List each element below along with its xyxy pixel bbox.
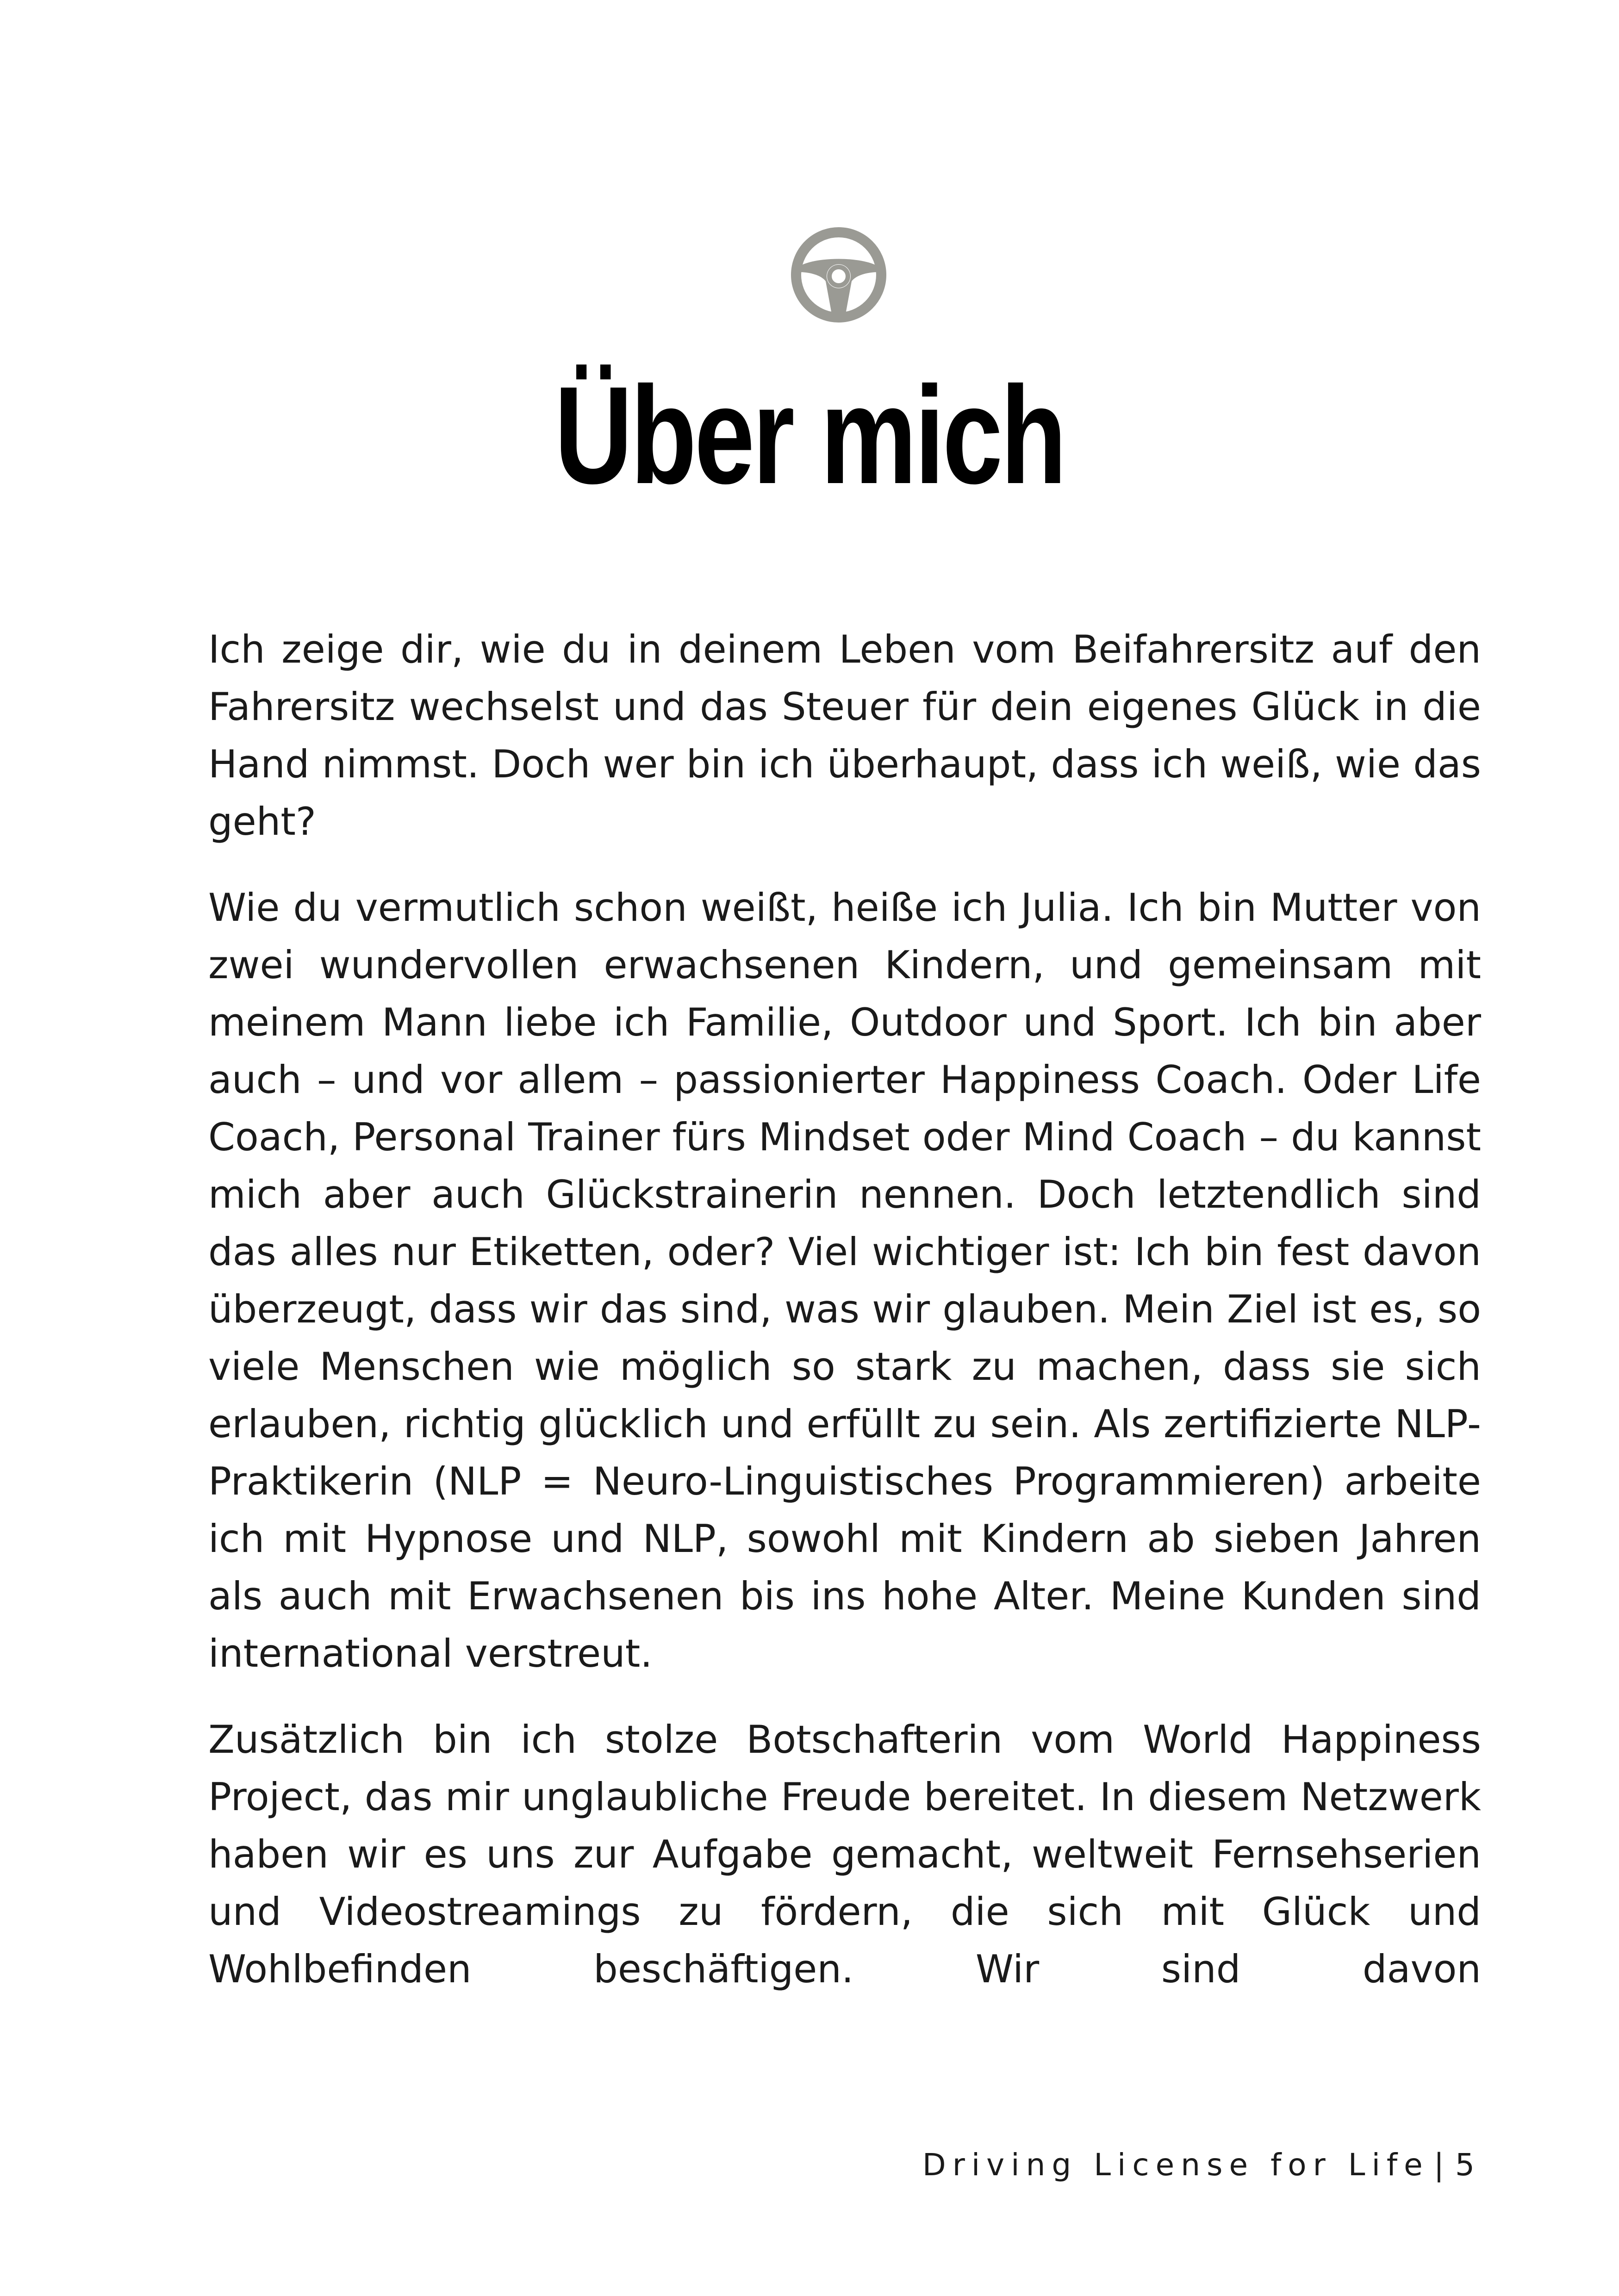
paragraph-intro: Ich zeige dir, wie du in deinem Leben vom Beifahrersitz auf den Fahrersitz wechselst und das Steuer für dein eigenes Glück in die Hand nimmst. Doch wer bin ich überhaupt, dass ich weiß, wie das geht? — [208, 627, 1481, 844]
steering-wheel-icon — [788, 224, 890, 326]
paragraph-world-happiness-project: Zusätzlich bin ich stolze Botschafterin vom World Happiness Project, das mir unglaubliche Freude bereitet. In diesem Netzwerk haben wir es uns zur Aufgabe gemacht, weltweit Fernsehserien und Videostreamings zu fördern, die sich mit Glück und Wohlbefinden beschäftigen. Wir sind davon — [208, 1717, 1481, 1992]
page-footer — [922, 2147, 1481, 2183]
body-text — [208, 621, 1481, 2027]
footer-separator: | — [1433, 2147, 1451, 2183]
paragraph-about-julia: Wie du vermutlich schon weißt, heiße ich Julia. Ich bin Mutter von zwei wundervollen erwachsenen Kindern, und gemeinsam mit meinem Mann liebe ich Familie, Outdoor und Sport. Ich bin aber auch – und vor allem – passionierter Happiness Coach. Oder Life Coach, Personal Trainer fürs Mindset oder Mind Coach – du kannst mich aber auch Glückstrainerin nennen. Doch letztendlich sind das alles nur Etiketten, oder? Viel wichtiger ist: Ich bin fest davon überzeugt, dass wir das sind, was wir glauben. Mein Ziel ist es, so viele Menschen wie möglich so stark zu machen, dass sie sich erlauben, richtig glücklich und erfüllt zu sein. Als zertifizierte NLP-Praktikerin (NLP = Neuro-Linguistisches Programmieren) arbeite ich mit Hypnose und NLP, sowohl mit Kindern ab sieben Jahren als auch mit Erwachsenen bis ins hohe Alter. Meine Kunden sind international verstreut. — [208, 885, 1481, 1676]
footer-book-title: Driving License for Life — [922, 2147, 1429, 2183]
page-number: 5 — [1455, 2147, 1481, 2183]
page-title: Über mich — [554, 357, 1065, 513]
